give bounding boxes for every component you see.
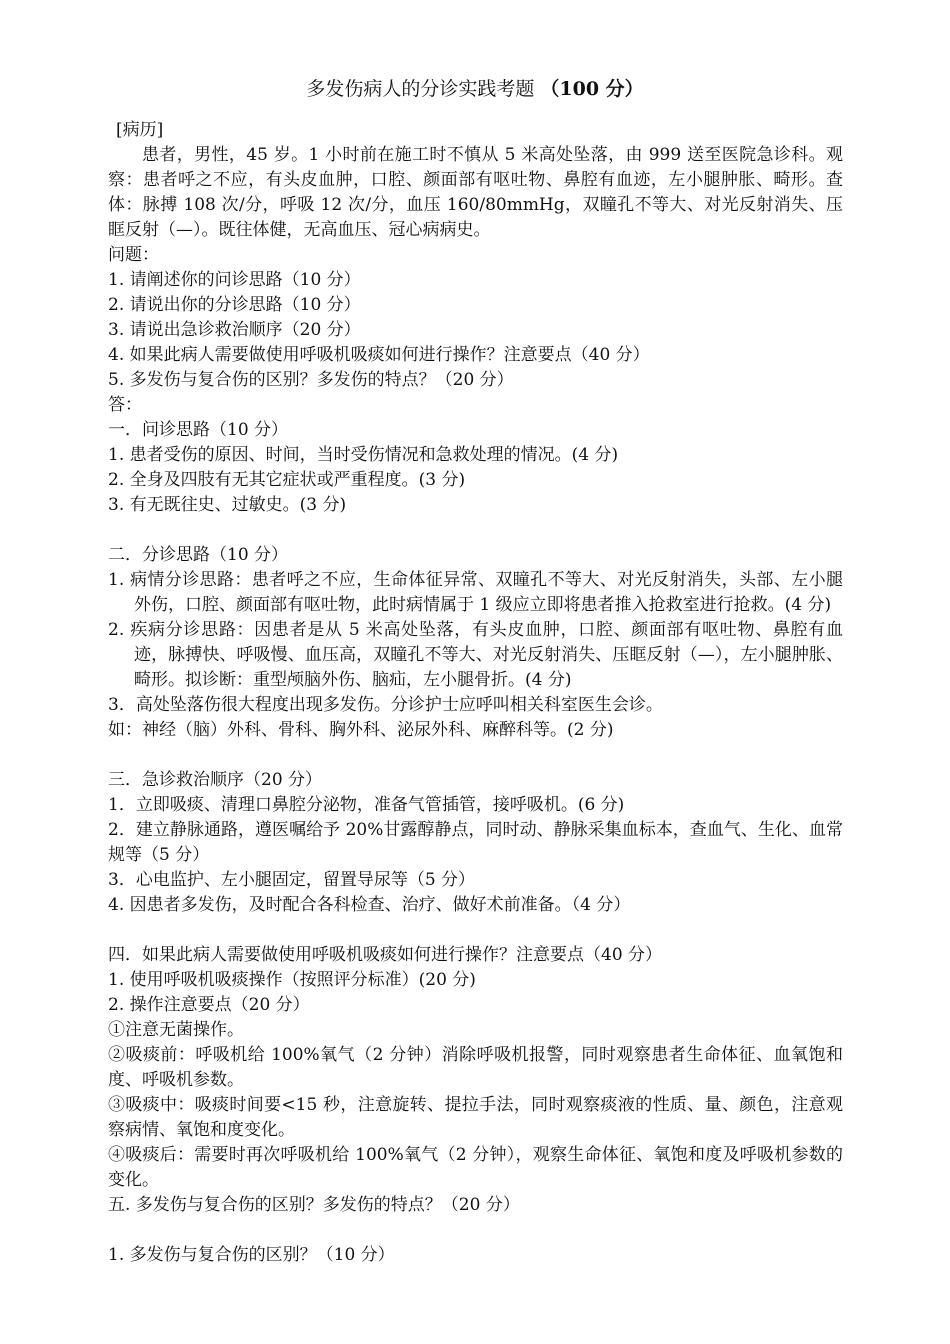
- section-heading: 一．问诊思路（10 分）: [108, 420, 289, 440]
- case-text: 患者，男性，45 岁。1 小时前在施工时不慎从 5 米高处坠落，由 999 送至医院急诊科。观察：患者呼之不应，有头皮血肿，口腔、颜面部有呕吐物、鼻腔有血迹，左小腿肿胀、畸形。查体：脉搏 108 次/分，呼吸 12 次/分，血压 160/80mmHg，双瞳孔不等大、对光反射消失、压眶反射（—）。既往体健，无高血压、冠心病病史。: [108, 145, 843, 240]
- question-item: 5. 多发伤与复合伤的区别？多发伤的特点？（20 分）: [108, 370, 514, 390]
- answer-item: 2. 疾病分诊思路：因患者是从 5 米高处坠落，有头皮血肿，口腔、颜面部有呕吐物、鼻腔有血迹，脉搏快、呼吸慢、血压高，双瞳孔不等大、对光反射消失、压眶反射（—），左小腿肿胀、畸形。拟诊断：重型颅脑外伤、脑疝，左小腿骨折。(4 分): [108, 620, 843, 690]
- question-item: 4. 如果此病人需要做使用呼吸机吸痰如何进行操作？注意要点（40 分）: [108, 345, 650, 365]
- section-heading: 三．急诊救治顺序（20 分）: [108, 770, 323, 790]
- answer-item: ④吸痰后：需要时再次呼吸机给 100%氧气（2 分钟），观察生命体征、氧饱和度及呼吸机参数的变化。: [108, 1145, 843, 1190]
- case-label: [病历]: [116, 120, 164, 140]
- title-main: 多发伤病人的分诊实践考题: [306, 78, 535, 100]
- answer-item: ③吸痰中：吸痰时间要<15 秒，注意旋转、提拉手法，同时观察痰液的性质、量、颜色，注意观察病情、氧饱和度变化。: [108, 1095, 843, 1140]
- question-item: 1. 请阐述你的问诊思路（10 分）: [108, 270, 361, 290]
- answer-item: 1．立即吸痰、清理口鼻腔分泌物，准备气管插管，接呼吸机。(6 分): [108, 795, 625, 815]
- spacer: [108, 743, 843, 768]
- section-heading: 四．如果此病人需要做使用呼吸机吸痰如何进行操作？注意要点（40 分）: [108, 945, 663, 965]
- question-item: 3. 请说出急诊救治顺序（20 分）: [108, 320, 361, 340]
- title-score: （100 分）: [540, 78, 644, 100]
- answer-item: 1. 病情分诊思路：患者呼之不应，生命体征异常、双瞳孔不等大、对光反射消失，头部、左小腿外伤，口腔、颜面部有呕吐物，此时病情属于 1 级应立即将患者推入抢救室进行抢救。(4 分): [108, 570, 843, 615]
- questions-label: 问题：: [108, 245, 159, 265]
- section-heading: 五. 多发伤与复合伤的区别？多发伤的特点？（20 分）: [108, 1195, 520, 1215]
- document-body: [108, 118, 843, 1268]
- answer-item: 3．高处坠落伤很大程度出现多发伤。分诊护士应呼叫相关科室医生会诊。: [108, 695, 663, 715]
- answer-item: 4. 因患者多发伤，及时配合各科检查、治疗、做好术前准备。（4 分）: [108, 895, 631, 915]
- answer-item: ①注意无菌操作。: [108, 1020, 244, 1040]
- answer-item: 3．心电监护、左小腿固定，留置导尿等（5 分）: [108, 870, 476, 890]
- answer-item: 1. 多发伤与复合伤的区别？（10 分）: [108, 1245, 395, 1265]
- document-title: [0, 76, 950, 102]
- answer-item: 2. 全身及四肢有无其它症状或严重程度。(3 分): [108, 470, 466, 490]
- section-heading: 二．分诊思路（10 分）: [108, 545, 289, 565]
- question-item: 2. 请说出你的分诊思路（10 分）: [108, 295, 361, 315]
- answer-note: 如：神经（脑）外科、骨科、胸外科、泌尿外科、麻醉科等。(2 分): [108, 720, 614, 740]
- answer-item: 2. 操作注意要点（20 分）: [108, 995, 310, 1015]
- answer-item: 2．建立静脉通路，遵医嘱给予 20%甘露醇静点，同时动、静脉采集血标本，查血气、生化、血常规等（5 分）: [108, 820, 843, 865]
- spacer: [108, 1218, 843, 1243]
- answer-item: ②吸痰前：呼吸机给 100%氧气（2 分钟）消除呼吸机报警，同时观察患者生命体征、血氧饱和度、呼吸机参数。: [108, 1045, 843, 1090]
- answer-item: 1. 使用呼吸机吸痰操作（按照评分标准）(20 分): [108, 970, 476, 990]
- spacer: [108, 918, 843, 943]
- answer-item: 3. 有无既往史、过敏史。(3 分): [108, 495, 347, 515]
- spacer: [108, 518, 843, 543]
- answer-item: 1. 患者受伤的原因、时间，当时受伤情况和急救处理的情况。(4 分): [108, 445, 619, 465]
- answers-label: 答：: [108, 395, 142, 415]
